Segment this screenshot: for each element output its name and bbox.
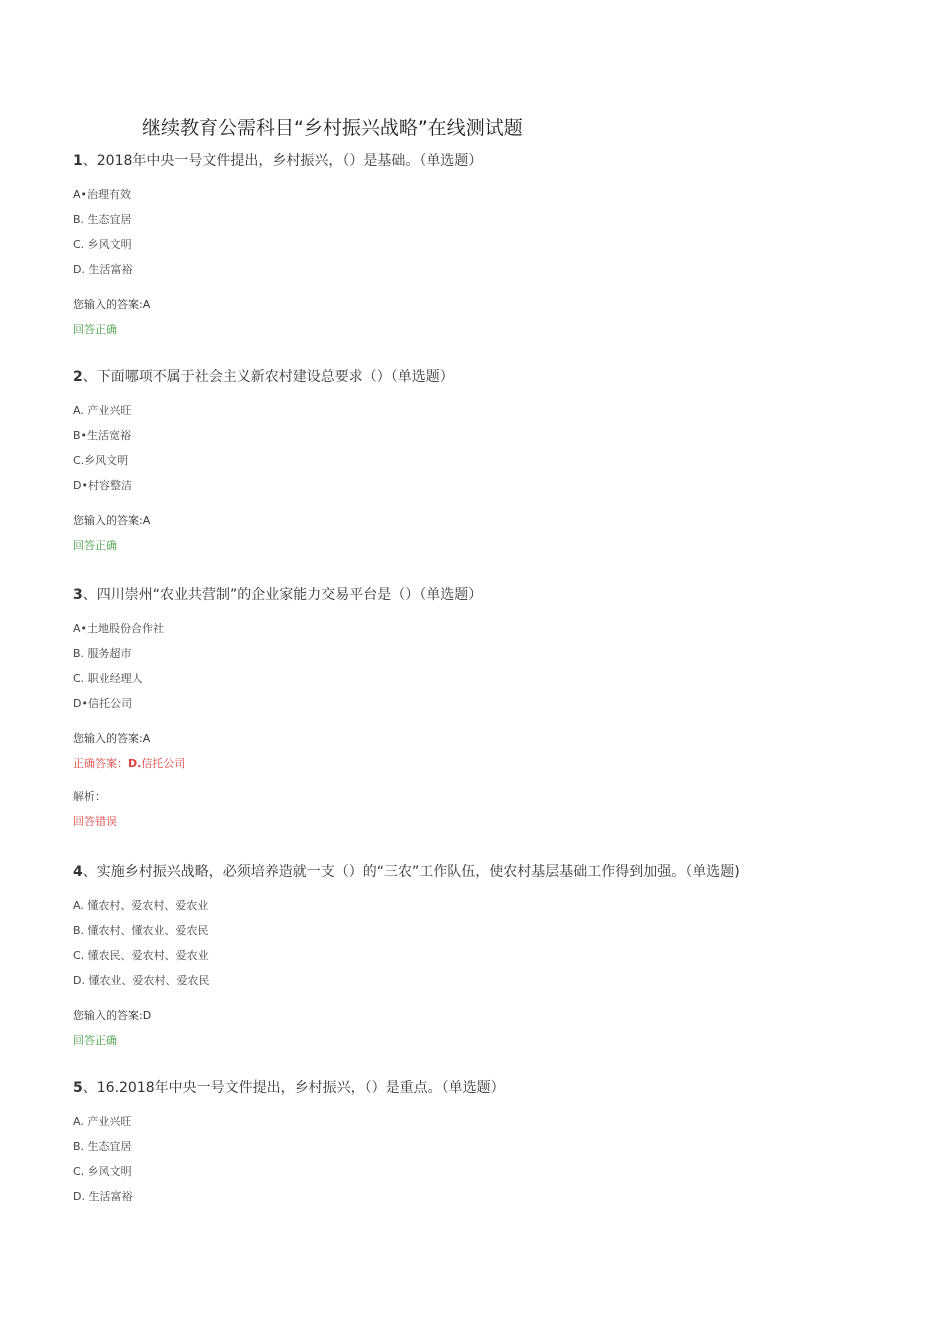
option-c: C. 乡风文明: [73, 238, 132, 251]
correct-answer-label: 正确答案：: [73, 757, 128, 770]
option-a: A•治理有效: [73, 188, 132, 201]
option-list: [73, 1113, 873, 1213]
option-c: C. 职业经理人: [73, 672, 143, 685]
question-number: 2: [73, 369, 83, 385]
option-b: B. 生态宜居: [73, 1140, 132, 1153]
user-answer-label: 您输入的答案:: [73, 298, 143, 311]
option-c: C.乡风文明: [73, 454, 129, 467]
option-d: D. 生活富裕: [73, 1190, 133, 1203]
user-answer-value: A: [142, 732, 151, 745]
result-status: 回答正确: [73, 323, 117, 336]
option-list: [73, 402, 873, 502]
option-a: A•土地股份合作社: [73, 622, 165, 635]
question-stem: 、16.2018年中央一号文件提出，乡村振兴，（）是重点。（单选题）: [82, 1080, 505, 1096]
option-b: B. 懂农村、懂农业、爱农民: [73, 924, 209, 937]
correct-answer: [73, 755, 873, 780]
question-5: [73, 1077, 873, 1213]
question-number: 1: [73, 153, 83, 169]
question-number: 3: [73, 587, 83, 603]
option-a: A. 懂农村、爱农村、爱农业: [73, 899, 209, 912]
user-answer: [73, 512, 873, 537]
question-4: [73, 861, 873, 1057]
question-number: 4: [73, 864, 83, 880]
user-answer-label: 您输入的答案:: [73, 732, 143, 745]
result-status: 回答正确: [73, 539, 117, 552]
option-b: B•生活宽裕: [73, 429, 132, 442]
user-answer: [73, 296, 873, 321]
option-list: [73, 620, 873, 720]
option-list: [73, 186, 873, 286]
option-b: B. 服务超市: [73, 647, 132, 660]
user-answer-value: D: [142, 1009, 152, 1022]
question-stem: 、四川崇州“农业共营制”的企业家能力交易平台是（）（单选题）: [82, 587, 483, 603]
user-answer: [73, 1007, 873, 1032]
correct-answer-letter: D.: [128, 757, 142, 770]
question-number: 5: [73, 1080, 83, 1096]
question-stem: 、下面哪项不属于社会主义新农村建设总要求（）（单选题）: [82, 369, 454, 385]
option-d: D•信托公司: [73, 697, 132, 710]
option-a: A. 产业兴旺: [73, 404, 132, 417]
question-1: [73, 150, 873, 346]
option-d: D•村容整洁: [73, 479, 132, 492]
option-d: D. 懂农业、爱农村、爱农民: [73, 974, 210, 987]
question-text: [73, 1077, 873, 1099]
option-c: C. 懂农民、爱农村、爱农业: [73, 949, 209, 962]
question-2: [73, 366, 873, 562]
option-c: C. 乡风文明: [73, 1165, 132, 1178]
option-a: A. 产业兴旺: [73, 1115, 132, 1128]
question-text: [73, 861, 873, 883]
correct-answer-text: 信托公司: [141, 757, 186, 770]
user-answer-value: A: [142, 298, 151, 311]
page-title: 继续教育公需科目“乡村振兴战略”在线测试题: [142, 117, 523, 139]
option-b: B. 生态宜居: [73, 213, 132, 226]
question-stem: 、实施乡村振兴战略，必须培养造就一支（）的“三农”工作队伍，使农村基层基础工作得到加强。（单选题): [82, 864, 740, 880]
question-text: [73, 150, 873, 172]
user-answer: [73, 730, 873, 755]
question-stem: 、2018年中央一号文件提出，乡村振兴，（）是基础。（单选题）: [82, 153, 483, 169]
question-text: [73, 366, 873, 388]
user-answer-value: A: [142, 514, 151, 527]
question-3: [73, 584, 873, 838]
option-list: [73, 897, 873, 997]
user-answer-label: 您输入的答案:: [73, 1009, 143, 1022]
user-answer-label: 您输入的答案:: [73, 514, 143, 527]
option-d: D. 生活富裕: [73, 263, 133, 276]
result-status: 回答错误: [73, 815, 117, 828]
result-status: 回答正确: [73, 1034, 117, 1047]
question-text: [73, 584, 873, 606]
analysis-label: 解析：: [73, 790, 106, 803]
